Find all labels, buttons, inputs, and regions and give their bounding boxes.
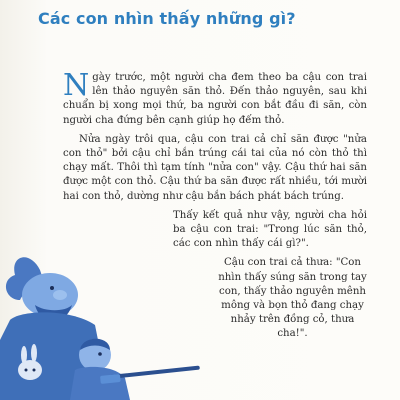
- paragraph-4: Cậu con trai cả thưa: "Con nhìn thấy súng săn trong tay con, thấy thảo nguyên mênh mông và bọn thỏ đang chạy nhảy trên đồng cỏ, thưa cha!".: [218, 257, 367, 340]
- paragraph-1: [63, 68, 367, 128]
- drop-cap: N: [63, 68, 90, 103]
- paragraph-2: Nửa ngày trôi qua, cậu con trai cả chỉ săn được "nửa con thỏ" bởi cậu chỉ bắn trúng cái tai của nó còn thỏ thì chạy mất. Thôi thì tạm tính "nửa con" vậy. Cậu thứ hai săn được một con thỏ. Cậu thứ ba săn được rất nhiều, tới mười hai con thỏ, dường như cậu bắn bách phát bách trúng.: [63, 133, 367, 202]
- father-and-sons-hunting-illustration: [0, 250, 200, 400]
- page-title: Các con nhìn thấy những gì?: [38, 9, 296, 28]
- paragraph-1-text: gày trước, một người cha đem theo ba cậu con trai lên thảo nguyên săn thỏ. Đến thảo nguyên, sau khi chuẩn bị xong mọi thứ, ba người con bắt đầu đi săn, còn người cha đứng bên cạnh giúp họ đếm thỏ.: [63, 72, 367, 126]
- paragraph-3: Thấy kết quả như vậy, người cha hỏi ba cậu con trai: "Trong lúc săn thỏ, các con nhìn thấy cái gì?".: [173, 209, 367, 250]
